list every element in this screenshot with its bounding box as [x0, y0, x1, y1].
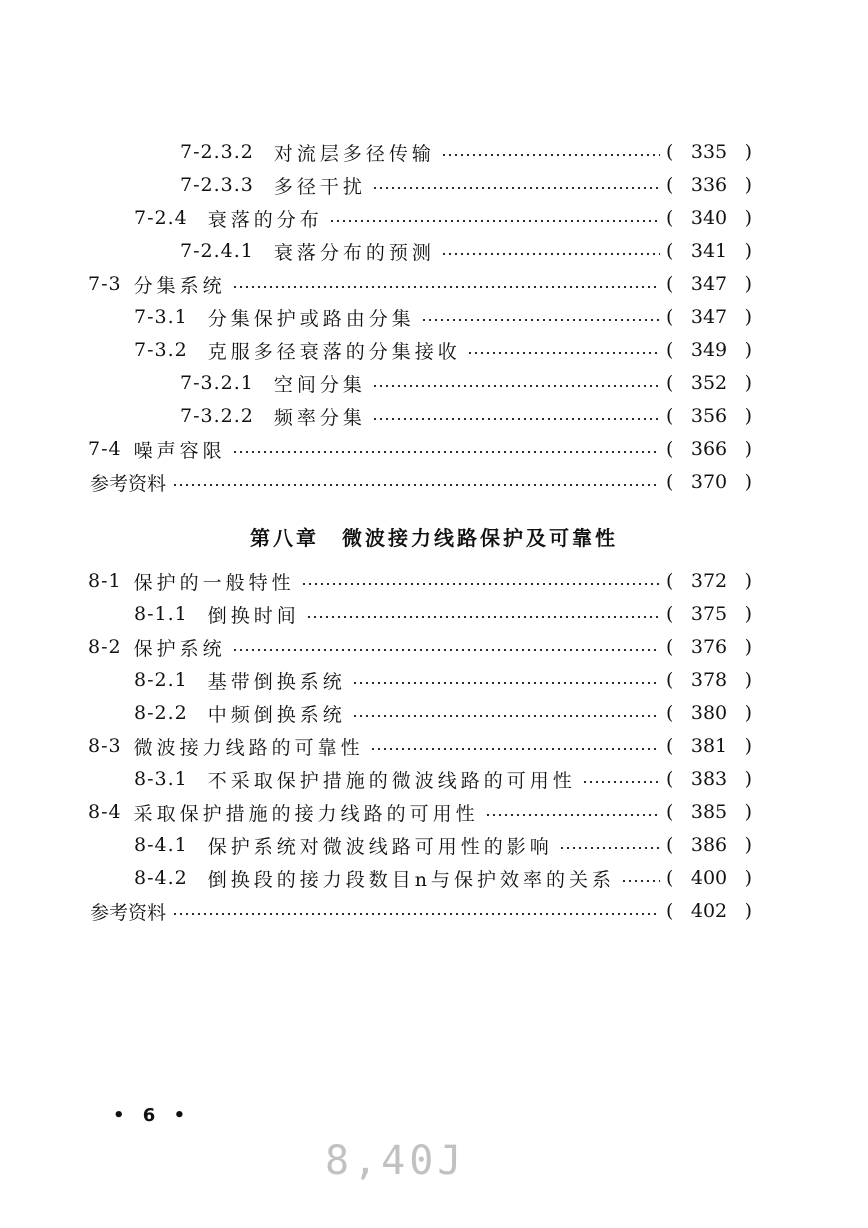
- right-paren: ): [744, 306, 752, 328]
- toc-section-title: 分集保护或路由分集: [207, 307, 415, 330]
- left-paren: (: [666, 471, 674, 493]
- toc-entry: [0, 137, 752, 167]
- toc-page-number: 380: [690, 702, 728, 724]
- toc-section-number: 7-3.2.2: [180, 405, 254, 427]
- toc-page-number: 400: [690, 867, 728, 889]
- toc-page-number: 375: [690, 603, 728, 625]
- toc-entry: [0, 203, 752, 233]
- toc-entry: [0, 335, 752, 365]
- toc-page-number: 341: [690, 240, 728, 262]
- toc-page-ref: [666, 735, 752, 757]
- toc-entry: [0, 764, 752, 794]
- toc-page-number: 347: [690, 273, 728, 295]
- toc-section-number: 8-4.2: [134, 867, 188, 889]
- right-paren: ): [744, 702, 752, 724]
- toc-page-number: 386: [690, 834, 728, 856]
- right-paren: ): [744, 570, 752, 592]
- left-paren: (: [666, 207, 674, 229]
- toc-page-ref: [666, 141, 752, 163]
- page-number: • 6 •: [113, 1105, 192, 1126]
- left-paren: (: [666, 405, 674, 427]
- right-paren: ): [744, 900, 752, 922]
- toc-entry: [0, 236, 752, 266]
- toc-page-ref: [666, 702, 752, 724]
- toc-section-number: 8-3: [88, 735, 122, 757]
- toc-section-number: 8-4: [88, 801, 122, 823]
- toc-page-ref: [666, 372, 752, 394]
- toc-section-number: 7-2.3.3: [180, 174, 254, 196]
- left-paren: (: [666, 801, 674, 823]
- toc-page-ref: [666, 669, 752, 691]
- toc-page-ref: [666, 405, 752, 427]
- right-paren: ): [744, 240, 752, 262]
- toc-page-number: 370: [690, 471, 728, 493]
- toc-section-title: 衰落分布的预测: [273, 241, 435, 264]
- toc-section-number: 7-2.4.1: [180, 240, 254, 262]
- toc-entry: [0, 731, 752, 761]
- dot-leader: [352, 682, 660, 684]
- dot-leader: [441, 154, 660, 156]
- dot-leader: [372, 385, 660, 387]
- toc-page-ref: [666, 306, 752, 328]
- left-paren: (: [666, 768, 674, 790]
- toc-section-title: 中频倒换系统: [207, 703, 346, 726]
- left-paren: (: [666, 636, 674, 658]
- toc-section-number: 7-2.4: [134, 207, 188, 229]
- left-paren: (: [666, 174, 674, 196]
- right-paren: ): [744, 768, 752, 790]
- toc-page-number: 336: [690, 174, 728, 196]
- right-paren: ): [744, 867, 752, 889]
- left-paren: (: [666, 306, 674, 328]
- toc-section-title: 分集系统: [133, 274, 226, 297]
- toc-page-ref: [666, 174, 752, 196]
- toc-section-number: 8-4.1: [134, 834, 188, 856]
- toc-section-title: 空间分集: [273, 373, 366, 396]
- toc-page-number: 376: [690, 636, 728, 658]
- toc-entry: [0, 434, 752, 464]
- toc-section-title: 克服多径衰落的分集接收: [207, 340, 461, 363]
- toc-section-title: 不采取保护措施的微波线路的可用性: [207, 769, 576, 792]
- toc-section-title: 采取保护措施的接力线路的可用性: [133, 802, 479, 825]
- dot-leader: [172, 484, 660, 486]
- toc-entry: [0, 830, 752, 860]
- right-paren: ): [744, 405, 752, 427]
- toc-section-title: 保护的一般特性: [133, 571, 295, 594]
- toc-section-title: 频率分集: [273, 406, 366, 429]
- toc-section-number: 8-2.2: [134, 702, 188, 724]
- toc-section-title: 保护系统对微波线路可用性的影响: [207, 835, 553, 858]
- left-paren: (: [666, 339, 674, 361]
- toc-entry: [0, 170, 752, 200]
- left-paren: (: [666, 669, 674, 691]
- toc-page-ref: [666, 471, 752, 493]
- toc-entry: [0, 302, 752, 332]
- dot-leader: [232, 649, 660, 651]
- toc-entry: [0, 698, 752, 728]
- toc-page-number: 383: [690, 768, 728, 790]
- right-paren: ): [744, 207, 752, 229]
- right-paren: ): [744, 636, 752, 658]
- toc-page-ref: [666, 768, 752, 790]
- left-paren: (: [666, 273, 674, 295]
- right-paren: ): [744, 603, 752, 625]
- toc-page-number: 366: [690, 438, 728, 460]
- toc-section-title: 衰落的分布: [207, 208, 323, 231]
- toc-page-number: 352: [690, 372, 728, 394]
- left-paren: (: [666, 570, 674, 592]
- dot-leader: [306, 616, 660, 618]
- left-paren: (: [666, 867, 674, 889]
- toc-entry: [0, 632, 752, 662]
- toc-page-ref: [666, 207, 752, 229]
- toc-section-title: 参考资料: [90, 472, 167, 495]
- toc-section-title: 噪声容限: [133, 439, 226, 462]
- toc-section-number: 7-3: [88, 273, 122, 295]
- right-paren: ): [744, 735, 752, 757]
- left-paren: (: [666, 141, 674, 163]
- dot-leader: [485, 814, 660, 816]
- toc-section-number: 7-3.2: [134, 339, 188, 361]
- toc-page-number: 356: [690, 405, 728, 427]
- left-paren: (: [666, 372, 674, 394]
- dot-leader: [232, 286, 660, 288]
- right-paren: ): [744, 372, 752, 394]
- dot-leader: [621, 880, 660, 882]
- dot-leader: [559, 847, 660, 849]
- toc-page-ref: [666, 867, 752, 889]
- toc-entry: [0, 401, 752, 431]
- toc-page-number: 372: [690, 570, 728, 592]
- chapter-heading: 第八章 微波接力线路保护及可靠性: [250, 526, 618, 550]
- dot-leader: [172, 913, 660, 915]
- toc-entry: [0, 269, 752, 299]
- right-paren: ): [744, 471, 752, 493]
- toc-page-number: 335: [690, 141, 728, 163]
- right-paren: ): [744, 669, 752, 691]
- toc-entry: [0, 599, 752, 629]
- library-stamp: 8,40J: [325, 1138, 466, 1184]
- toc-page-number: 340: [690, 207, 728, 229]
- toc-page-number: 402: [690, 900, 728, 922]
- dot-leader: [421, 319, 660, 321]
- right-paren: ): [744, 834, 752, 856]
- dot-leader: [352, 715, 660, 717]
- right-paren: ): [744, 174, 752, 196]
- toc-section-title: 保护系统: [133, 637, 226, 660]
- toc-entry-references: [0, 896, 752, 926]
- dot-leader: [329, 220, 660, 222]
- right-paren: ): [744, 141, 752, 163]
- toc-page-ref: [666, 438, 752, 460]
- toc-page-ref: [666, 273, 752, 295]
- toc-entry: [0, 368, 752, 398]
- right-paren: ): [744, 273, 752, 295]
- toc-section-number: 7-3.2.1: [180, 372, 254, 394]
- toc-entry: [0, 665, 752, 695]
- toc-section-title: 对流层多径传输: [273, 142, 435, 165]
- dot-leader: [232, 451, 660, 453]
- toc-page-number: 385: [690, 801, 728, 823]
- toc-section-number: 7-2.3.2: [180, 141, 254, 163]
- left-paren: (: [666, 900, 674, 922]
- toc-section-number: 8-2.1: [134, 669, 188, 691]
- left-paren: (: [666, 438, 674, 460]
- toc-page-number: 349: [690, 339, 728, 361]
- dot-leader: [467, 352, 660, 354]
- toc-page-ref: [666, 636, 752, 658]
- left-paren: (: [666, 834, 674, 856]
- toc-section-number: 7-3.1: [134, 306, 188, 328]
- dot-leader: [372, 187, 660, 189]
- dot-leader: [441, 253, 660, 255]
- toc-section-title: 倒换段的接力段数目n与保护效率的关系: [207, 868, 615, 891]
- right-paren: ): [744, 801, 752, 823]
- right-paren: ): [744, 339, 752, 361]
- left-paren: (: [666, 735, 674, 757]
- toc-entry-references: [0, 467, 752, 497]
- toc-section-title: 多径干扰: [273, 175, 366, 198]
- toc-page-number: 347: [690, 306, 728, 328]
- toc-page-ref: [666, 834, 752, 856]
- toc-page-number: 378: [690, 669, 728, 691]
- toc-section-title: 微波接力线路的可靠性: [133, 736, 364, 759]
- toc-page-ref: [666, 603, 752, 625]
- toc-entry: [0, 863, 752, 893]
- toc-section-number: 7-4: [88, 438, 122, 460]
- toc-page-ref: [666, 570, 752, 592]
- toc-section-number: 8-1.1: [134, 603, 188, 625]
- right-paren: ): [744, 438, 752, 460]
- toc-section-title: 基带倒换系统: [207, 670, 346, 693]
- toc-page-number: 381: [690, 735, 728, 757]
- toc-entry: [0, 566, 752, 596]
- left-paren: (: [666, 603, 674, 625]
- toc-page-ref: [666, 240, 752, 262]
- dot-leader: [582, 781, 660, 783]
- toc-page-ref: [666, 900, 752, 922]
- toc-section-number: 8-1: [88, 570, 122, 592]
- toc-page-ref: [666, 801, 752, 823]
- left-paren: (: [666, 240, 674, 262]
- dot-leader: [372, 418, 660, 420]
- left-paren: (: [666, 702, 674, 724]
- toc-entry: [0, 797, 752, 827]
- dot-leader: [370, 748, 660, 750]
- toc-section-number: 8-3.1: [134, 768, 188, 790]
- toc-section-title: 倒换时间: [207, 604, 300, 627]
- toc-page-ref: [666, 339, 752, 361]
- dot-leader: [301, 583, 660, 585]
- toc-section-title: 参考资料: [90, 901, 167, 924]
- toc-section-number: 8-2: [88, 636, 122, 658]
